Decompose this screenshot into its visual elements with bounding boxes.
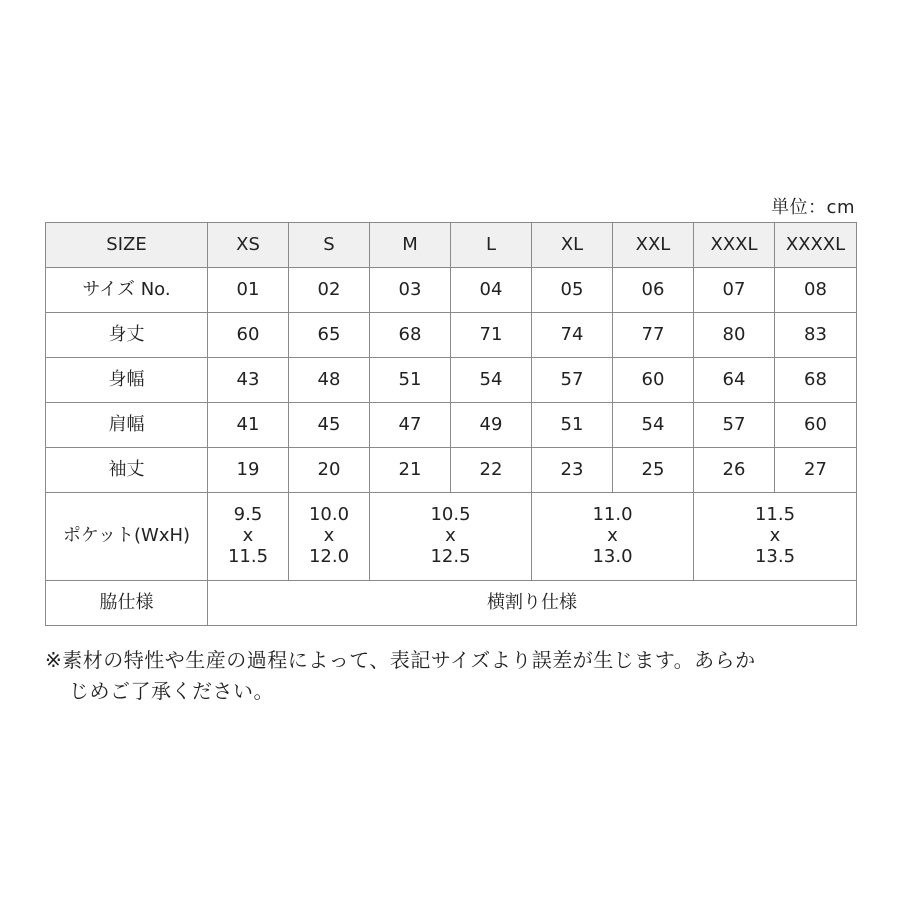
side-value: 横割り仕様	[208, 581, 857, 626]
table-cell: 83	[775, 313, 857, 358]
pocket-height: 13.0	[592, 545, 633, 567]
table-cell: 05	[532, 268, 613, 313]
pocket-cell	[289, 493, 370, 581]
table-cell: 74	[532, 313, 613, 358]
table-cell: 08	[775, 268, 857, 313]
pocket-row	[46, 493, 857, 581]
table-cell: 47	[370, 403, 451, 448]
table-cell: 04	[451, 268, 532, 313]
pocket-cell	[208, 493, 289, 581]
pocket-width: 11.0	[592, 504, 633, 526]
table-cell: 65	[289, 313, 370, 358]
table-cell: 60	[775, 403, 857, 448]
table-cell: 02	[289, 268, 370, 313]
pocket-x: x	[769, 525, 781, 547]
size-header: M	[370, 223, 451, 268]
table-cell: 64	[694, 358, 775, 403]
table-cell: 51	[370, 358, 451, 403]
note-line-2: じめご了承ください。	[69, 679, 274, 703]
row-label: 身幅	[46, 358, 208, 403]
table-cell: 48	[289, 358, 370, 403]
table-cell: 68	[370, 313, 451, 358]
table-cell: 25	[613, 448, 694, 493]
table-cell: 26	[694, 448, 775, 493]
row-label: サイズ No.	[46, 268, 208, 313]
table-row	[46, 358, 857, 403]
table-cell: 77	[613, 313, 694, 358]
pocket-cell	[694, 493, 857, 581]
header-row	[46, 223, 857, 268]
pocket-x: x	[242, 525, 254, 547]
table-cell: 07	[694, 268, 775, 313]
pocket-cell	[532, 493, 694, 581]
table-cell: 45	[289, 403, 370, 448]
table-row	[46, 313, 857, 358]
table-cell: 60	[613, 358, 694, 403]
header-label: SIZE	[46, 223, 208, 268]
table-row	[46, 268, 857, 313]
table-cell: 22	[451, 448, 532, 493]
size-header: S	[289, 223, 370, 268]
side-row	[46, 581, 857, 626]
pocket-height: 12.0	[308, 545, 350, 567]
table-cell: 51	[532, 403, 613, 448]
pocket-width: 10.5	[430, 504, 471, 526]
pocket-cell	[370, 493, 532, 581]
row-label: 肩幅	[46, 403, 208, 448]
size-header: XL	[532, 223, 613, 268]
table-cell: 68	[775, 358, 857, 403]
table-cell: 80	[694, 313, 775, 358]
table-cell: 41	[208, 403, 289, 448]
table-cell: 60	[208, 313, 289, 358]
pocket-x: x	[323, 525, 335, 547]
row-label: 身丈	[46, 313, 208, 358]
table-cell: 06	[613, 268, 694, 313]
size-header: XXL	[613, 223, 694, 268]
row-label: 袖丈	[46, 448, 208, 493]
table-cell: 57	[532, 358, 613, 403]
note-line-1: ※素材の特性や生産の過程によって、表記サイズより誤差が生じます。あらか	[45, 648, 756, 672]
table-cell: 54	[451, 358, 532, 403]
size-chart-table	[45, 222, 857, 626]
pocket-width: 11.5	[754, 504, 796, 526]
row-label: 脇仕様	[46, 581, 208, 626]
disclaimer-note	[45, 645, 845, 707]
unit-label: 単位：cm	[771, 197, 855, 218]
table-cell: 71	[451, 313, 532, 358]
pocket-width: 9.5	[233, 504, 263, 526]
pocket-x: x	[445, 525, 456, 547]
pocket-height: 13.5	[754, 545, 796, 567]
table-row	[46, 403, 857, 448]
pocket-height: 12.5	[430, 545, 471, 567]
table-cell: 21	[370, 448, 451, 493]
table-cell: 01	[208, 268, 289, 313]
table-cell: 57	[694, 403, 775, 448]
table-cell: 03	[370, 268, 451, 313]
table-cell: 20	[289, 448, 370, 493]
table-cell: 19	[208, 448, 289, 493]
size-header: XS	[208, 223, 289, 268]
row-label: ポケット(WxH)	[46, 493, 208, 581]
size-header: XXXL	[694, 223, 775, 268]
table-cell: 27	[775, 448, 857, 493]
table-cell: 23	[532, 448, 613, 493]
table-row	[46, 448, 857, 493]
pocket-height: 11.5	[227, 545, 269, 567]
pocket-width: 10.0	[308, 504, 350, 526]
table-cell: 54	[613, 403, 694, 448]
pocket-x: x	[607, 525, 618, 547]
table-cell: 49	[451, 403, 532, 448]
table-cell: 43	[208, 358, 289, 403]
size-header: XXXXL	[775, 223, 857, 268]
size-header: L	[451, 223, 532, 268]
